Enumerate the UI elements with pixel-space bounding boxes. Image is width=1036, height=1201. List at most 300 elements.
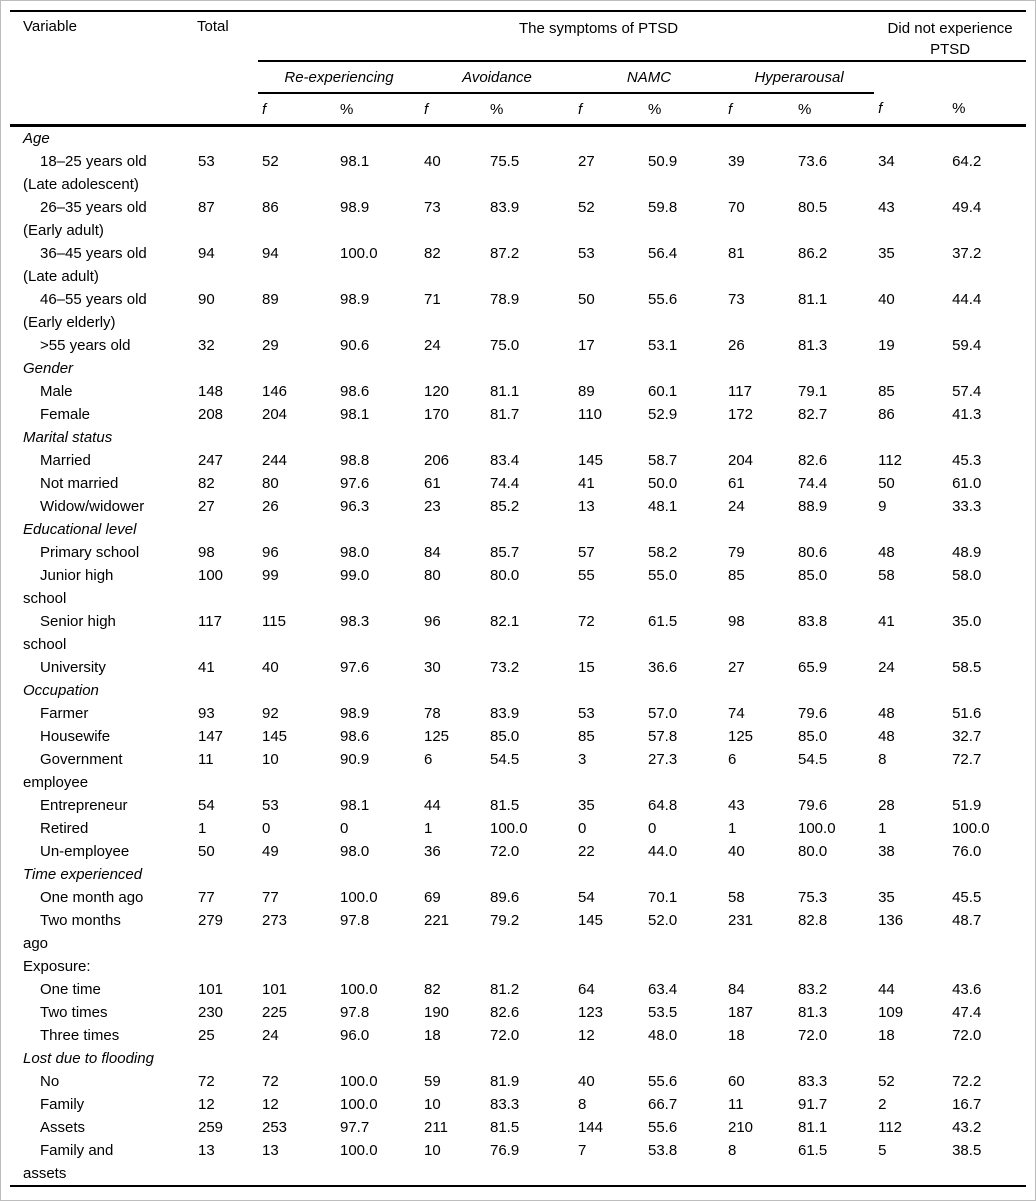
cell-percent: 100.0 bbox=[340, 1141, 378, 1159]
cell-f: 27 bbox=[728, 658, 745, 676]
cell-percent: 58.0 bbox=[952, 566, 982, 584]
cell-f: 11 bbox=[728, 1095, 744, 1113]
section-header: Time experienced bbox=[23, 865, 143, 883]
cell-f: 73 bbox=[728, 290, 745, 308]
f-column-header: f bbox=[874, 93, 948, 125]
cell-percent: 82.6 bbox=[798, 451, 828, 469]
cell-f: 7 bbox=[578, 1141, 587, 1159]
cell-percent: 91.7 bbox=[798, 1095, 828, 1113]
table-row bbox=[10, 1139, 1026, 1186]
row-label bbox=[10, 541, 194, 564]
table-row bbox=[10, 403, 1026, 426]
cell-percent: 82.1 bbox=[490, 612, 520, 630]
cell-percent: 83.9 bbox=[490, 704, 520, 722]
cell-percent: 100.0 bbox=[340, 1095, 378, 1113]
cell-percent: 96.0 bbox=[340, 1026, 370, 1044]
cell-percent: 58.7 bbox=[648, 451, 678, 469]
cell-f: 9 bbox=[878, 497, 887, 515]
row-label bbox=[10, 909, 194, 955]
cell-percent: 99.0 bbox=[340, 566, 370, 584]
row-label-line: assets bbox=[23, 1164, 67, 1182]
cell-percent: 100.0 bbox=[340, 244, 378, 262]
cell-f: 43 bbox=[728, 796, 745, 814]
cell-percent: 75.3 bbox=[798, 888, 828, 906]
table-row bbox=[10, 978, 1026, 1001]
cell-percent: 72.0 bbox=[952, 1026, 982, 1044]
cell-f: 98 bbox=[728, 612, 745, 630]
cell-total: 98 bbox=[198, 543, 215, 561]
cell-percent: 72.0 bbox=[798, 1026, 828, 1044]
cell-f: 53 bbox=[578, 704, 595, 722]
cell-percent: 48.9 bbox=[952, 543, 982, 561]
cell-percent: 48.0 bbox=[648, 1026, 678, 1044]
cell-percent: 78.9 bbox=[490, 290, 520, 308]
cell-percent: 98.0 bbox=[340, 543, 370, 561]
cell-percent: 51.6 bbox=[952, 704, 982, 722]
row-label-line: Retired bbox=[40, 819, 89, 837]
cell-f: 38 bbox=[878, 842, 895, 860]
cell-percent: 98.6 bbox=[340, 382, 370, 400]
cell-f: 48 bbox=[878, 704, 895, 722]
table-row bbox=[10, 334, 1026, 357]
cell-percent: 80.6 bbox=[798, 543, 828, 561]
cell-f: 110 bbox=[578, 405, 602, 423]
cell-percent: 58.5 bbox=[952, 658, 982, 676]
cell-f: 123 bbox=[578, 1003, 604, 1021]
cell-percent: 61.5 bbox=[798, 1141, 828, 1159]
cell-percent: 100.0 bbox=[340, 1072, 378, 1090]
row-label bbox=[10, 1024, 194, 1047]
cell-total: 117 bbox=[198, 612, 222, 630]
cell-percent: 41.3 bbox=[952, 405, 982, 423]
cell-total: 87 bbox=[198, 198, 215, 216]
cell-percent: 98.1 bbox=[340, 796, 370, 814]
cell-percent: 53.1 bbox=[648, 336, 678, 354]
cell-percent: 55.6 bbox=[648, 1118, 678, 1136]
row-label bbox=[10, 495, 194, 518]
cell-f: 35 bbox=[878, 244, 895, 262]
section-row-marital-status bbox=[10, 426, 1026, 449]
cell-percent: 52.0 bbox=[648, 911, 678, 929]
cell-f: 125 bbox=[728, 727, 754, 745]
cell-total: 82 bbox=[198, 474, 215, 492]
cell-percent: 83.3 bbox=[798, 1072, 828, 1090]
cell-percent: 85.0 bbox=[798, 727, 828, 745]
cell-percent: 85.2 bbox=[490, 497, 520, 515]
row-label-line: Married bbox=[40, 451, 91, 469]
cell-percent: 83.3 bbox=[490, 1095, 520, 1113]
cell-percent: 53.5 bbox=[648, 1003, 678, 1021]
cell-percent: 82.8 bbox=[798, 911, 828, 929]
cell-percent: 80.0 bbox=[490, 566, 520, 584]
cell-percent: 90.6 bbox=[340, 336, 370, 354]
table-row bbox=[10, 702, 1026, 725]
cell-f: 73 bbox=[424, 198, 441, 216]
section-header: Marital status bbox=[23, 428, 113, 446]
cell-percent: 52.9 bbox=[648, 405, 678, 423]
cell-percent: 54.5 bbox=[798, 750, 828, 768]
row-label-line: Government bbox=[40, 750, 123, 768]
cell-f: 36 bbox=[424, 842, 441, 860]
cell-percent: 55.0 bbox=[648, 566, 678, 584]
cell-f: 221 bbox=[424, 911, 450, 929]
f-column-header: f bbox=[420, 93, 486, 125]
cell-total: 13 bbox=[198, 1141, 215, 1159]
row-label-line: employee bbox=[23, 773, 89, 791]
cell-total: 1 bbox=[198, 819, 207, 837]
row-label bbox=[10, 1139, 194, 1186]
row-label-line: 26–35 years old bbox=[40, 198, 147, 216]
cell-total: 72 bbox=[198, 1072, 215, 1090]
cell-percent: 98.8 bbox=[340, 451, 370, 469]
row-label-line: Family bbox=[40, 1095, 85, 1113]
cell-percent: 64.2 bbox=[952, 152, 982, 170]
section-header: Gender bbox=[23, 359, 74, 377]
cell-percent: 76.0 bbox=[952, 842, 982, 860]
percent-column-header: % bbox=[644, 93, 724, 125]
cell-percent: 100.0 bbox=[340, 888, 378, 906]
cell-f: 10 bbox=[424, 1141, 441, 1159]
row-label bbox=[10, 242, 194, 288]
cell-f: 70 bbox=[728, 198, 745, 216]
row-label-line: Assets bbox=[40, 1118, 86, 1136]
cell-percent: 47.4 bbox=[952, 1003, 982, 1021]
row-label bbox=[10, 334, 194, 357]
row-label-line: Entrepreneur bbox=[40, 796, 128, 814]
cell-f: 40 bbox=[728, 842, 745, 860]
cell-percent: 45.5 bbox=[952, 888, 982, 906]
cell-f: 61 bbox=[728, 474, 745, 492]
cell-f: 85 bbox=[728, 566, 745, 584]
table-row bbox=[10, 1001, 1026, 1024]
cell-f: 84 bbox=[728, 980, 745, 998]
cell-f: 50 bbox=[878, 474, 895, 492]
cell-percent: 59.8 bbox=[648, 198, 678, 216]
cell-f: 34 bbox=[878, 152, 895, 170]
cell-percent: 85.7 bbox=[490, 543, 520, 561]
row-label bbox=[10, 1001, 194, 1024]
cell-total: 247 bbox=[198, 451, 224, 469]
cell-total: 100 bbox=[198, 566, 224, 584]
cell-f: 253 bbox=[262, 1118, 288, 1136]
cell-f: 35 bbox=[578, 796, 595, 814]
cell-f: 96 bbox=[262, 543, 279, 561]
cell-f: 53 bbox=[262, 796, 279, 814]
cell-percent: 97.8 bbox=[340, 1003, 370, 1021]
row-label-line: (Late adult) bbox=[23, 267, 99, 285]
cell-total: 90 bbox=[198, 290, 215, 308]
cell-percent: 74.4 bbox=[798, 474, 828, 492]
cell-total: 279 bbox=[198, 911, 224, 929]
cell-percent: 73.2 bbox=[490, 658, 520, 676]
cell-f: 115 bbox=[262, 612, 286, 630]
f-column-header: f bbox=[574, 93, 644, 125]
cell-total: 93 bbox=[198, 704, 215, 722]
cell-percent: 97.7 bbox=[340, 1118, 370, 1136]
row-label bbox=[10, 817, 194, 840]
subgroup-header-avoidance: Avoidance bbox=[420, 61, 574, 93]
row-label-line: Un-employee bbox=[40, 842, 130, 860]
cell-f: 35 bbox=[878, 888, 895, 906]
cell-percent: 72.7 bbox=[952, 750, 982, 768]
cell-f: 13 bbox=[578, 497, 595, 515]
row-label-line: Not married bbox=[40, 474, 119, 492]
cell-percent: 82.6 bbox=[490, 1003, 520, 1021]
row-label bbox=[10, 564, 194, 610]
row-label-line: 36–45 years old bbox=[40, 244, 147, 262]
percent-column-header: % bbox=[794, 93, 874, 125]
cell-total: 259 bbox=[198, 1118, 224, 1136]
cell-percent: 97.8 bbox=[340, 911, 370, 929]
cell-f: 40 bbox=[578, 1072, 595, 1090]
cell-f: 117 bbox=[728, 382, 752, 400]
cell-percent: 72.0 bbox=[490, 1026, 520, 1044]
cell-percent: 100.0 bbox=[340, 980, 378, 998]
row-label-line: Primary school bbox=[40, 543, 140, 561]
cell-f: 125 bbox=[424, 727, 450, 745]
table-row bbox=[10, 472, 1026, 495]
section-row-age bbox=[10, 125, 1026, 150]
row-label bbox=[10, 978, 194, 1001]
section-header: Occupation bbox=[23, 681, 99, 699]
cell-percent: 43.2 bbox=[952, 1118, 982, 1136]
cell-f: 69 bbox=[424, 888, 441, 906]
cell-percent: 74.4 bbox=[490, 474, 520, 492]
row-label bbox=[10, 702, 194, 725]
cell-f: 19 bbox=[878, 336, 895, 354]
cell-f: 18 bbox=[728, 1026, 745, 1044]
cell-f: 10 bbox=[424, 1095, 441, 1113]
cell-f: 112 bbox=[878, 451, 903, 469]
cell-f: 8 bbox=[578, 1095, 587, 1113]
cell-f: 12 bbox=[262, 1095, 279, 1113]
row-label bbox=[10, 1093, 194, 1116]
row-label-line: One time bbox=[40, 980, 101, 998]
cell-total: 230 bbox=[198, 1003, 224, 1021]
cell-percent: 98.9 bbox=[340, 704, 370, 722]
cell-total: 32 bbox=[198, 336, 215, 354]
cell-f: 136 bbox=[878, 911, 904, 929]
cell-f: 145 bbox=[578, 911, 604, 929]
cell-percent: 86.2 bbox=[798, 244, 828, 262]
row-label bbox=[10, 1070, 194, 1093]
cell-percent: 72.0 bbox=[490, 842, 520, 860]
cell-percent: 50.9 bbox=[648, 152, 678, 170]
cell-percent: 79.6 bbox=[798, 704, 828, 722]
row-label-line: Male bbox=[40, 382, 73, 400]
cell-percent: 90.9 bbox=[340, 750, 370, 768]
table-row bbox=[10, 1024, 1026, 1047]
cell-percent: 32.7 bbox=[952, 727, 982, 745]
cell-f: 22 bbox=[578, 842, 595, 860]
cell-percent: 98.1 bbox=[340, 152, 370, 170]
cell-percent: 83.2 bbox=[798, 980, 828, 998]
section-header: Exposure: bbox=[23, 957, 91, 975]
cell-percent: 59.4 bbox=[952, 336, 982, 354]
row-label-line: Farmer bbox=[40, 704, 89, 722]
cell-f: 273 bbox=[262, 911, 288, 929]
cell-percent: 81.5 bbox=[490, 796, 520, 814]
row-label-line: (Early adult) bbox=[23, 221, 104, 239]
cell-percent: 72.2 bbox=[952, 1072, 982, 1090]
table-row bbox=[10, 1070, 1026, 1093]
cell-f: 41 bbox=[578, 474, 595, 492]
cell-f: 52 bbox=[262, 152, 279, 170]
cell-f: 82 bbox=[424, 244, 441, 262]
cell-f: 101 bbox=[262, 980, 288, 998]
cell-f: 1 bbox=[424, 819, 433, 837]
cell-f: 74 bbox=[728, 704, 745, 722]
cell-percent: 57.0 bbox=[648, 704, 678, 722]
cell-f: 57 bbox=[578, 543, 595, 561]
cell-f: 0 bbox=[578, 819, 587, 837]
section-row-gender bbox=[10, 357, 1026, 380]
col-header-variable: Variable bbox=[10, 11, 194, 125]
cell-f: 210 bbox=[728, 1118, 754, 1136]
cell-f: 41 bbox=[878, 612, 895, 630]
cell-percent: 83.4 bbox=[490, 451, 520, 469]
row-label bbox=[10, 1116, 194, 1139]
table-row bbox=[10, 150, 1026, 196]
cell-percent: 56.4 bbox=[648, 244, 678, 262]
row-label bbox=[10, 656, 194, 679]
cell-f: 52 bbox=[878, 1072, 895, 1090]
row-label-line: (Early elderly) bbox=[23, 313, 116, 331]
cell-total: 53 bbox=[198, 152, 215, 170]
cell-f: 27 bbox=[578, 152, 595, 170]
cell-percent: 100.0 bbox=[952, 819, 990, 837]
col-group-symptoms-of-ptsd: The symptoms of PTSD bbox=[258, 11, 874, 61]
row-label bbox=[10, 403, 194, 426]
cell-f: 18 bbox=[424, 1026, 441, 1044]
row-label-line: One month ago bbox=[40, 888, 144, 906]
cell-f: 0 bbox=[262, 819, 271, 837]
cell-f: 24 bbox=[424, 336, 441, 354]
percent-column-header: % bbox=[486, 93, 574, 125]
cell-percent: 57.8 bbox=[648, 727, 678, 745]
cell-percent: 55.6 bbox=[648, 290, 678, 308]
cell-total: 41 bbox=[198, 658, 215, 676]
row-label-line: Two times bbox=[40, 1003, 108, 1021]
table-row bbox=[10, 288, 1026, 334]
subgroup-spacer bbox=[874, 61, 1026, 93]
table-row bbox=[10, 748, 1026, 794]
cell-percent: 43.6 bbox=[952, 980, 982, 998]
cell-f: 99 bbox=[262, 566, 279, 584]
row-label bbox=[10, 150, 194, 196]
cell-percent: 81.9 bbox=[490, 1072, 520, 1090]
table-body bbox=[10, 125, 1026, 1186]
cell-percent: 81.3 bbox=[798, 1003, 828, 1021]
table-row bbox=[10, 495, 1026, 518]
cell-f: 49 bbox=[262, 842, 279, 860]
cell-percent: 73.6 bbox=[798, 152, 828, 170]
row-label-line: 46–55 years old bbox=[40, 290, 147, 308]
f-column-header: f bbox=[258, 93, 336, 125]
table-row bbox=[10, 794, 1026, 817]
cell-percent: 98.0 bbox=[340, 842, 370, 860]
cell-percent: 65.9 bbox=[798, 658, 828, 676]
cell-f: 44 bbox=[424, 796, 441, 814]
row-label-line: Widow/widower bbox=[40, 497, 145, 515]
row-label-line: University bbox=[40, 658, 106, 676]
cell-f: 85 bbox=[878, 382, 895, 400]
section-row-occupation bbox=[10, 679, 1026, 702]
row-label-line: Three times bbox=[40, 1026, 120, 1044]
cell-f: 1 bbox=[728, 819, 737, 837]
row-label bbox=[10, 840, 194, 863]
cell-f: 225 bbox=[262, 1003, 288, 1021]
cell-percent: 81.3 bbox=[798, 336, 828, 354]
row-label bbox=[10, 196, 194, 242]
cell-percent: 83.8 bbox=[798, 612, 828, 630]
table-row bbox=[10, 909, 1026, 955]
section-header: Age bbox=[23, 129, 50, 147]
cell-percent: 0 bbox=[340, 819, 349, 837]
table-row bbox=[10, 242, 1026, 288]
cell-total: 77 bbox=[198, 888, 215, 906]
cell-f: 96 bbox=[424, 612, 441, 630]
cell-percent: 79.6 bbox=[798, 796, 828, 814]
cell-f: 13 bbox=[262, 1141, 279, 1159]
ptsd-symptoms-table bbox=[10, 10, 1026, 1187]
cell-total: 101 bbox=[198, 980, 224, 998]
cell-f: 71 bbox=[424, 290, 441, 308]
cell-f: 17 bbox=[578, 336, 595, 354]
cell-percent: 79.2 bbox=[490, 911, 520, 929]
row-label bbox=[10, 288, 194, 334]
cell-total: 208 bbox=[198, 405, 224, 423]
cell-total: 25 bbox=[198, 1026, 215, 1044]
cell-f: 2 bbox=[878, 1095, 887, 1113]
cell-f: 24 bbox=[262, 1026, 279, 1044]
cell-percent: 81.2 bbox=[490, 980, 520, 998]
cell-total: 11 bbox=[198, 750, 214, 768]
row-label bbox=[10, 725, 194, 748]
cell-f: 55 bbox=[578, 566, 595, 584]
cell-f: 8 bbox=[878, 750, 887, 768]
cell-percent: 53.8 bbox=[648, 1141, 678, 1159]
cell-f: 231 bbox=[728, 911, 754, 929]
cell-f: 146 bbox=[262, 382, 288, 400]
table-row bbox=[10, 1093, 1026, 1116]
cell-percent: 61.5 bbox=[648, 612, 678, 630]
cell-f: 170 bbox=[424, 405, 450, 423]
cell-f: 206 bbox=[424, 451, 450, 469]
cell-f: 5 bbox=[878, 1141, 887, 1159]
table-row bbox=[10, 656, 1026, 679]
section-row-exposure bbox=[10, 955, 1026, 978]
cell-f: 26 bbox=[728, 336, 745, 354]
table-row bbox=[10, 1116, 1026, 1139]
cell-f: 30 bbox=[424, 658, 441, 676]
cell-percent: 82.7 bbox=[798, 405, 828, 423]
section-header: Lost due to flooding bbox=[23, 1049, 154, 1067]
cell-percent: 81.5 bbox=[490, 1118, 520, 1136]
cell-f: 72 bbox=[578, 612, 595, 630]
cell-percent: 100.0 bbox=[798, 819, 836, 837]
cell-percent: 97.6 bbox=[340, 474, 370, 492]
cell-f: 24 bbox=[728, 497, 745, 515]
cell-percent: 88.9 bbox=[798, 497, 828, 515]
cell-f: 6 bbox=[424, 750, 433, 768]
cell-f: 86 bbox=[878, 405, 895, 423]
cell-f: 187 bbox=[728, 1003, 754, 1021]
cell-percent: 55.6 bbox=[648, 1072, 678, 1090]
cell-percent: 85.0 bbox=[798, 566, 828, 584]
cell-f: 112 bbox=[878, 1118, 903, 1136]
row-label-line: 18–25 years old bbox=[40, 152, 147, 170]
